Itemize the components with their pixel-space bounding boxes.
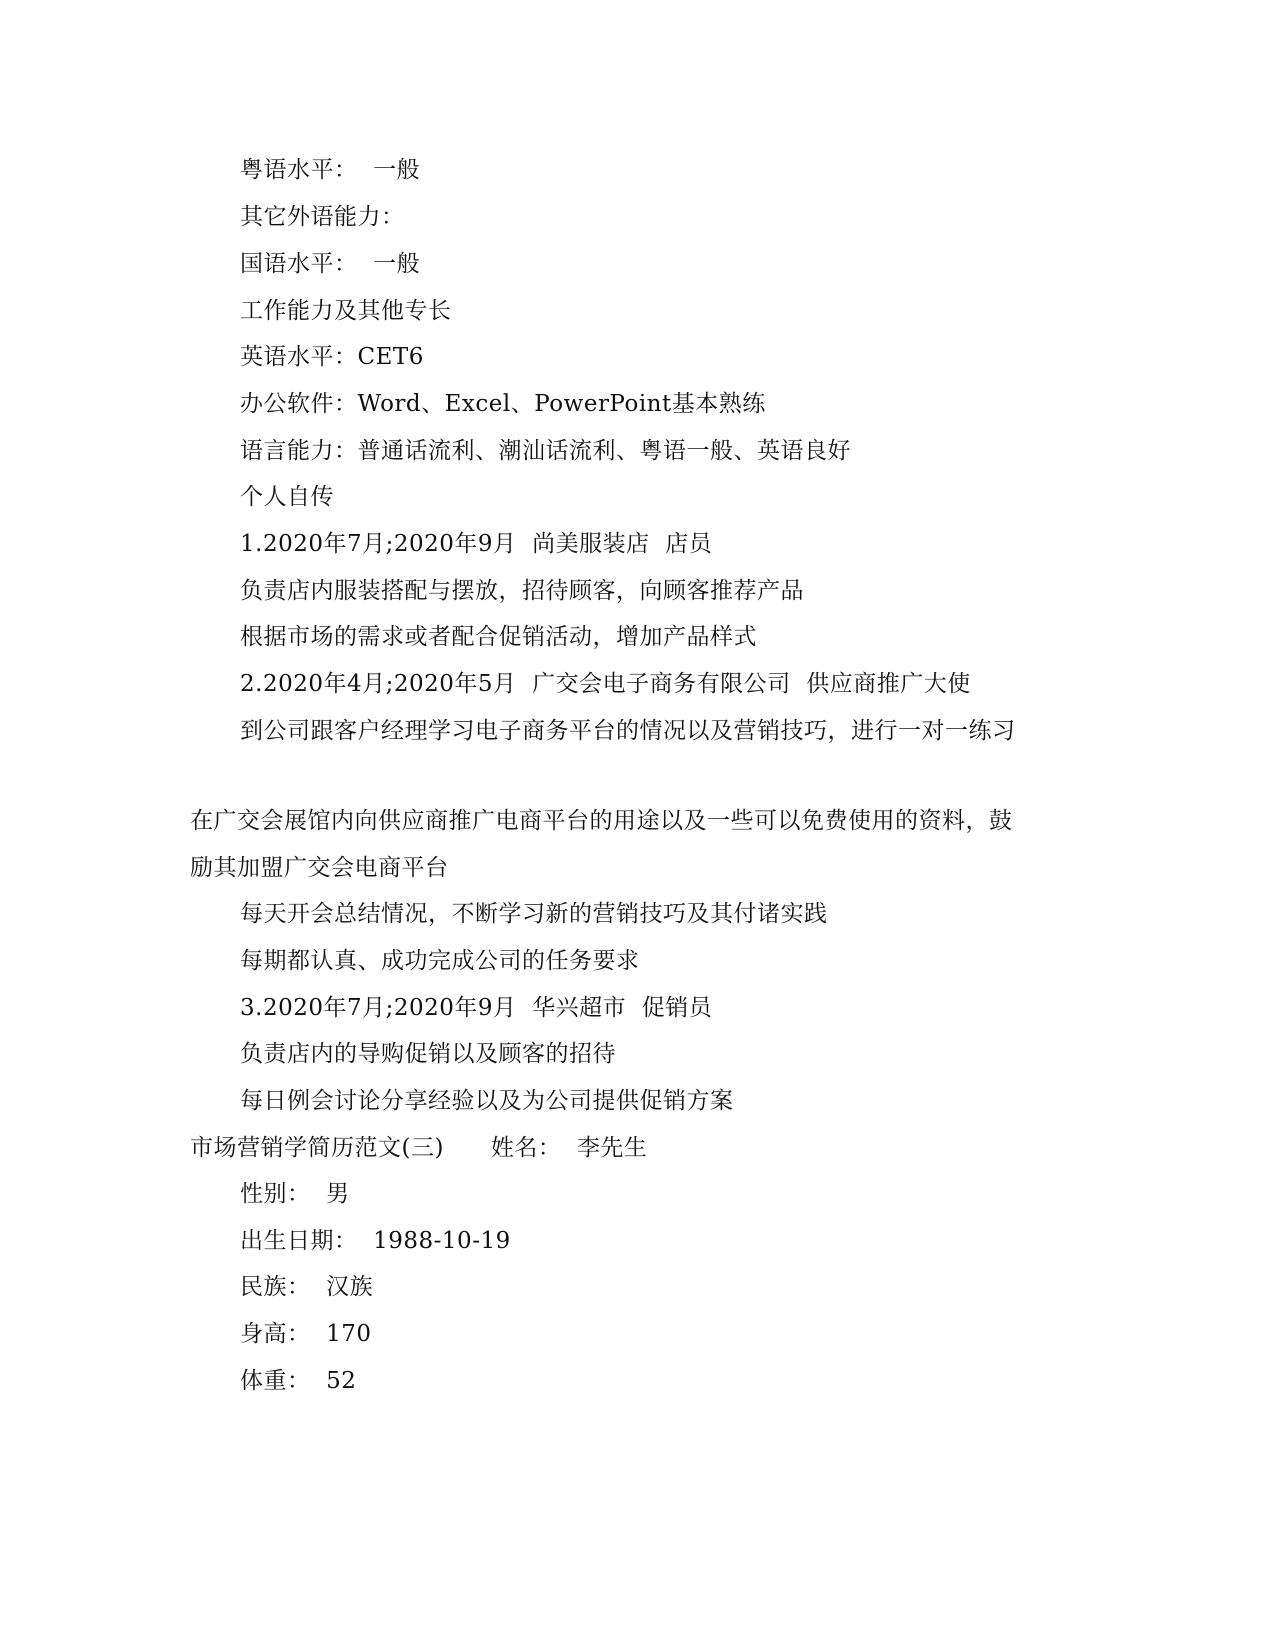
text-line-office-software: 办公软件：Word、Excel、PowerPoint基本熟练	[240, 391, 766, 417]
text-line-gender: 性别： 男	[240, 1181, 350, 1207]
text-line-job-3-duty-1: 负责店内的导购促销以及顾客的招待	[240, 1041, 616, 1067]
text-line-job-2-duty-2b: 励其加盟广交会电商平台	[190, 855, 449, 881]
text-line-job-2-duty-4: 每期都认真、成功完成公司的任务要求	[240, 948, 640, 974]
text-line-job-3-duty-2: 每日例会讨论分享经验以及为公司提供促销方案	[240, 1088, 734, 1114]
text-line-mandarin-level: 国语水平： 一般	[240, 251, 421, 277]
text-line-job-2-duty-2a: 在广交会展馆内向供应商推广电商平台的用途以及一些可以免费使用的资料，鼓	[190, 808, 1013, 834]
text-line-job-2-title: 2.2020年4月;2020年5月 广交会电子商务有限公司 供应商推广大使	[240, 671, 971, 697]
text-line-job-3-title: 3.2020年7月;2020年9月 华兴超市 促销员	[240, 995, 713, 1021]
text-line-english-level: 英语水平：CET6	[240, 344, 424, 370]
text-line-resume-3-header: 市场营销学简历范文(三) 姓名： 李先生	[190, 1135, 648, 1161]
text-line-job-2-duty-1: 到公司跟客户经理学习电子商务平台的情况以及营销技巧，进行一对一练习	[240, 718, 1016, 744]
text-line-birth-date: 出生日期： 1988-10-19	[240, 1228, 511, 1254]
text-line-ethnicity: 民族： 汉族	[240, 1274, 374, 1300]
text-line-weight: 体重： 52	[240, 1368, 357, 1394]
text-line-job-1-duty-1: 负责店内服装搭配与摆放，招待顾客，向顾客推荐产品	[240, 578, 804, 604]
text-line-job-1-title: 1.2020年7月;2020年9月 尚美服装店 店员	[240, 531, 713, 557]
text-line-skills-heading: 工作能力及其他专长	[240, 298, 452, 324]
text-line-cantonese-level: 粤语水平： 一般	[240, 157, 421, 183]
text-line-autobiography-heading: 个人自传	[240, 484, 334, 510]
text-line-language-ability: 语言能力：普通话流利、潮汕话流利、粤语一般、英语良好	[240, 438, 851, 464]
text-line-job-1-duty-2: 根据市场的需求或者配合促销活动，增加产品样式	[240, 624, 757, 650]
text-line-other-languages: 其它外语能力：	[240, 204, 405, 230]
text-line-job-2-duty-3: 每天开会总结情况，不断学习新的营销技巧及其付诸实践	[240, 901, 828, 927]
text-line-height: 身高： 170	[240, 1321, 372, 1347]
